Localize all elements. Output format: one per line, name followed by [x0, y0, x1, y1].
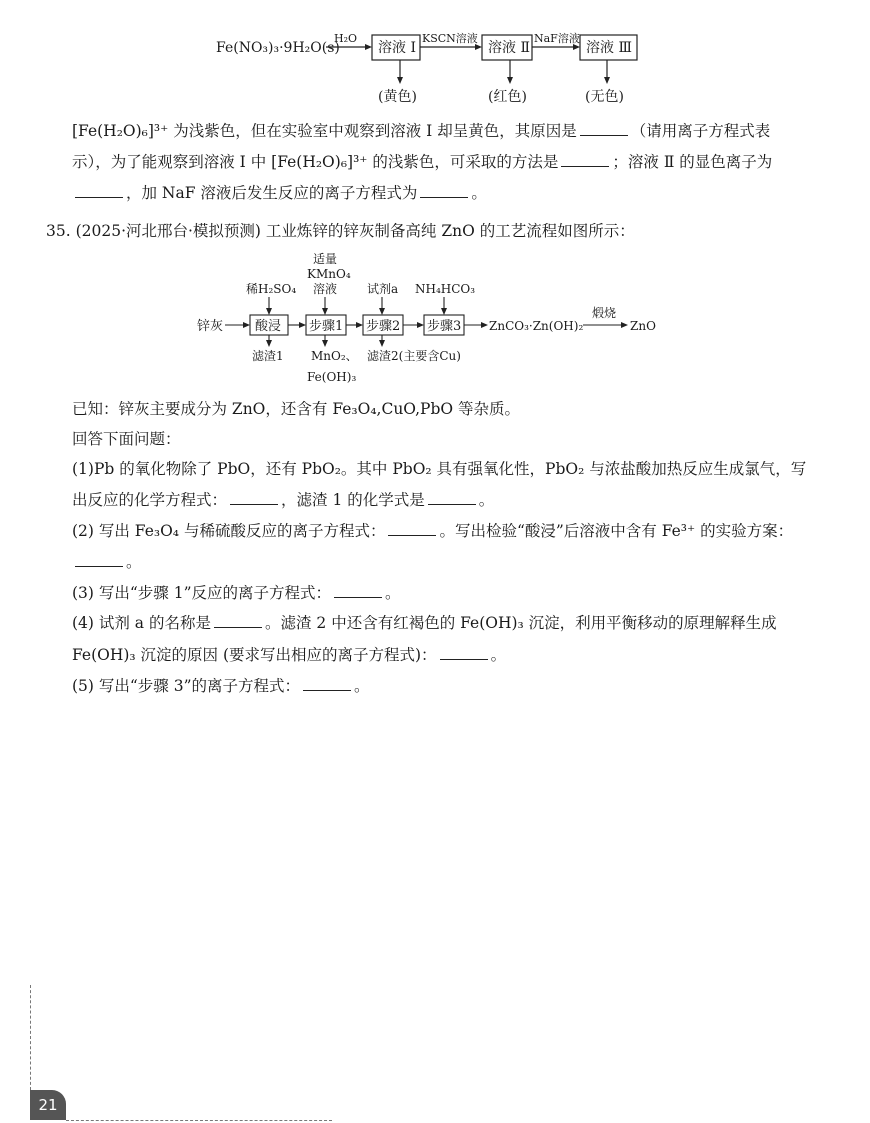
q4-text-1b: 。滤渣 2 中还含有红褐色的 Fe(OH)₃ 沉淀，利用平衡移动的原理解释生成 [264, 614, 777, 632]
arrow-label-water: H₂O [334, 32, 358, 45]
page-bottom-dashes [66, 1120, 332, 1121]
q1-text-2a: 出反应的化学方程式： [72, 491, 228, 509]
reagent-nh4hco3: NH₄HCO₃ [415, 282, 476, 296]
residue-feoh3: Fe(OH)₃ [307, 370, 357, 384]
q3-text-a: (3) 写出“步骤 1”反应的离子方程式： [72, 584, 332, 602]
residue-2: 滤渣2(主要含Cu) [367, 349, 461, 363]
answer-blank[interactable] [303, 676, 351, 691]
q5-text-b: 。 [354, 677, 370, 695]
q4-text-1a: (4) 试剂 a 的名称是 [72, 614, 211, 632]
answer-blank[interactable] [440, 645, 488, 660]
input-zinc-ash: 锌灰 [197, 319, 224, 334]
answer-blank[interactable] [214, 613, 262, 628]
start-substance: Fe(NO₃)₃·9H₂O(s) [216, 40, 340, 56]
color-yellow: (黄色) [378, 89, 417, 105]
q4-text-2a: Fe(OH)₃ 沉淀的原因 (要求写出相应的离子方程式)： [72, 646, 437, 664]
box-step1-label: 步骤1 [309, 319, 344, 334]
q34-text-2b: ；溶液 Ⅱ 的显色离子为 [612, 153, 773, 171]
q5-line [72, 675, 370, 697]
reagent-a: 试剂a [367, 282, 399, 296]
q1-line-1: (1)Pb 的氧化物除了 PbO，还有 PbO₂。其中 PbO₂ 具有强氧化性，PbO₂ 与浓盐酸加热反应生成氯气，写 [72, 460, 807, 478]
answer-prompt: 回答下面问题： [72, 430, 181, 448]
box-step2-label: 步骤2 [366, 319, 401, 334]
residue-1: 滤渣1 [252, 349, 284, 363]
answer-blank[interactable] [388, 521, 436, 536]
page-number: 21 [30, 1090, 66, 1120]
color-red: (红色) [488, 89, 527, 105]
q4-line-1 [72, 612, 777, 634]
residue-mno2: MnO₂、 [311, 349, 358, 363]
label-calcine: 煅烧 [592, 306, 617, 320]
q2-line-1 [72, 520, 793, 542]
color-colorless: (无色) [585, 89, 624, 105]
answer-blank[interactable] [428, 490, 476, 505]
q2-line-2 [72, 551, 142, 573]
box-acid-leach-label: 酸浸 [255, 319, 282, 334]
box-step3-label: 步骤3 [427, 319, 462, 334]
flow-diagram-zinc [0, 0, 870, 400]
known-info: 已知：锌灰主要成分为 ZnO，还含有 Fe₃O₄,CuO,PbO 等杂质。 [72, 400, 521, 418]
answer-blank[interactable] [334, 583, 382, 598]
q1-text-2c: 。 [478, 491, 495, 509]
q34-text-1b: （请用离子方程式表 [630, 122, 771, 140]
q5-text-a: (5) 写出“步骤 3”的离子方程式： [72, 677, 301, 695]
q2-text-2: 。 [126, 553, 142, 571]
q2-text-1a: (2) 写出 Fe₃O₄ 与稀硫酸反应的离子方程式： [72, 522, 386, 540]
box-solution-2-label: 溶液 Ⅱ [488, 40, 530, 56]
arrow-label-naf: NaF溶液 [534, 32, 580, 45]
q3-line [72, 582, 401, 604]
box-solution-1-label: 溶液 Ⅰ [378, 40, 416, 56]
reagent-kmno4-l3: 溶液 [313, 282, 338, 296]
q34-text-1a: [Fe(H₂O)₆]³⁺ 为浅紫色，但在实验室中观察到溶液 Ⅰ 却呈黄色，其原因是 [72, 122, 577, 140]
final-zno: ZnO [630, 319, 656, 333]
reagent-kmno4-l2: KMnO₄ [307, 267, 351, 281]
reagent-h2so4: 稀H₂SO₄ [246, 282, 297, 296]
q2-text-1b: 。写出检验“酸浸”后溶液中含有 Fe³⁺ 的实验方案： [439, 522, 794, 540]
q4-line-2 [72, 644, 506, 666]
q4-text-2b: 。 [490, 646, 507, 664]
q34-text-2a: 示），为了能观察到溶液 Ⅰ 中 [Fe(H₂O)₆]³⁺ 的浅紫色，可采取的方法是 [72, 153, 559, 171]
q1-line-2 [72, 489, 494, 511]
reagent-kmno4-l1: 适量 [313, 252, 338, 266]
q34-text-3a: ，加 NaF 溶液后发生反应的离子方程式为 [126, 184, 418, 202]
q3-text-b: 。 [385, 584, 401, 602]
answer-blank[interactable] [230, 490, 278, 505]
q35-header: 35. (2025·河北邢台·模拟预测) 工业炼锌的锌灰制备高纯 ZnO 的工艺流程如图所示： [46, 222, 635, 240]
answer-blank[interactable] [75, 552, 123, 567]
q1-text-2b: ，滤渣 1 的化学式是 [281, 491, 425, 509]
q34-text-3b: 。 [471, 184, 487, 202]
page-edge-dashes [30, 985, 31, 1090]
arrow-label-kscn: KSCN溶液 [422, 32, 478, 45]
box-solution-3-label: 溶液 Ⅲ [586, 40, 632, 56]
product-zinc-carbonate: ZnCO₃·Zn(OH)₂ [489, 319, 584, 333]
